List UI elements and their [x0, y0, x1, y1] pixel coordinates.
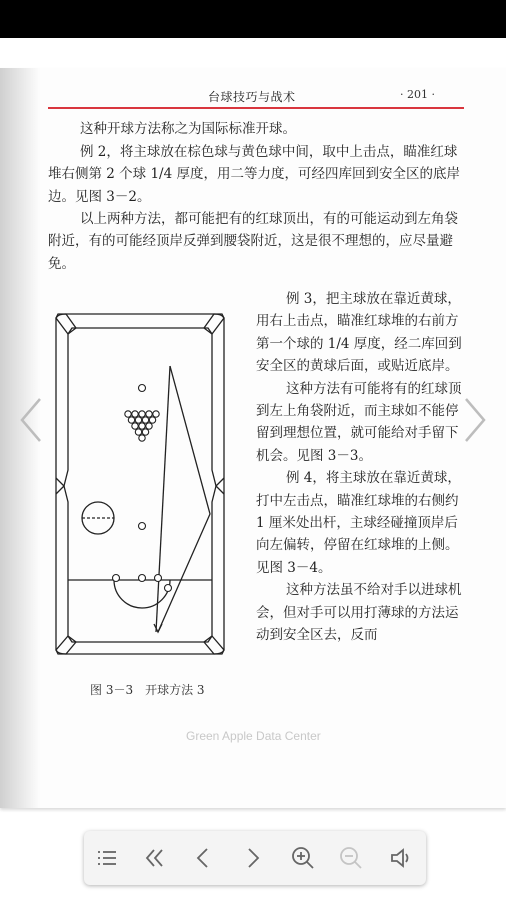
- toc-icon: [92, 843, 122, 873]
- watermark-text: Green Apple Data Center: [186, 729, 321, 743]
- billiard-table-figure: [52, 310, 228, 664]
- paragraph-5: 这种方法虽不给对手以进球机会，但对手可以用打薄球的方法运动到安全区去，反而: [256, 582, 462, 644]
- paragraph-2: 例 2，将主球放在棕色球与黄色球中间，取中上击点，瞄准红球堆右侧第 2 个球 1/4 厚度，用二等力度，可经四库回到安全区的底岸边。见图 3－2。: [48, 144, 460, 205]
- speaker-icon: [386, 843, 416, 873]
- previous-page-icon: [188, 843, 218, 873]
- next-page-arrow[interactable]: [460, 395, 490, 445]
- status-bar: [0, 0, 506, 38]
- right-column-text: [256, 288, 466, 647]
- reader-toolbar: [84, 831, 426, 885]
- billiard-table-diagram: [52, 310, 228, 660]
- next-page-icon: [238, 843, 268, 873]
- paragraph-1: 这种开球方法称之为国际标准开球。: [80, 121, 296, 137]
- first-page-icon: [140, 843, 170, 873]
- paragraph-3: 以上两种方法，都可能把有的红球顶出，有的可能运动到左角袋附近，有的可能经顶岸反弹到腰袋附近，这是很不理想的，应尽量避免。: [48, 211, 458, 272]
- zoom-in-icon: [288, 843, 318, 873]
- toc-button[interactable]: [92, 843, 122, 873]
- header-rule: [48, 107, 464, 109]
- page-number: · 201 ·: [400, 88, 435, 101]
- figure-caption: 图 3－3 开球方法 3: [90, 683, 205, 697]
- first-page-button[interactable]: [140, 843, 170, 873]
- chevron-right-icon: [460, 395, 490, 445]
- zoom-out-button[interactable]: [336, 843, 366, 873]
- previous-page-button[interactable]: [188, 843, 218, 873]
- running-head: 台球技巧与战术: [208, 90, 296, 104]
- zoom-out-icon: [336, 843, 366, 873]
- read-aloud-button[interactable]: [386, 843, 416, 873]
- zoom-in-button[interactable]: [288, 843, 318, 873]
- paragraph-example-3: 例 3，把主球放在靠近黄球，用右上击点，瞄准红球堆的右前方第一个球的 1/4 厚度，经二库回到安全区的黄球后面，或贴近底岸。: [256, 291, 462, 375]
- chevron-left-icon: [16, 395, 46, 445]
- previous-page-arrow[interactable]: [16, 395, 46, 445]
- paragraph-4: 这种方法有可能将有的红球顶到左上角袋附近，而主球如不能停留到理想位置，就可能给对手留下机会。见图 3－3。: [256, 380, 462, 464]
- next-page-button[interactable]: [238, 843, 268, 873]
- paragraph-example-4: 例 4，将主球放在靠近黄球，打中左击点，瞄准红球堆的右侧约 1 厘米处出杆，主球经碰撞顶岸后向左偏转，停留在红球堆的上侧。见图 3－4。: [256, 470, 461, 576]
